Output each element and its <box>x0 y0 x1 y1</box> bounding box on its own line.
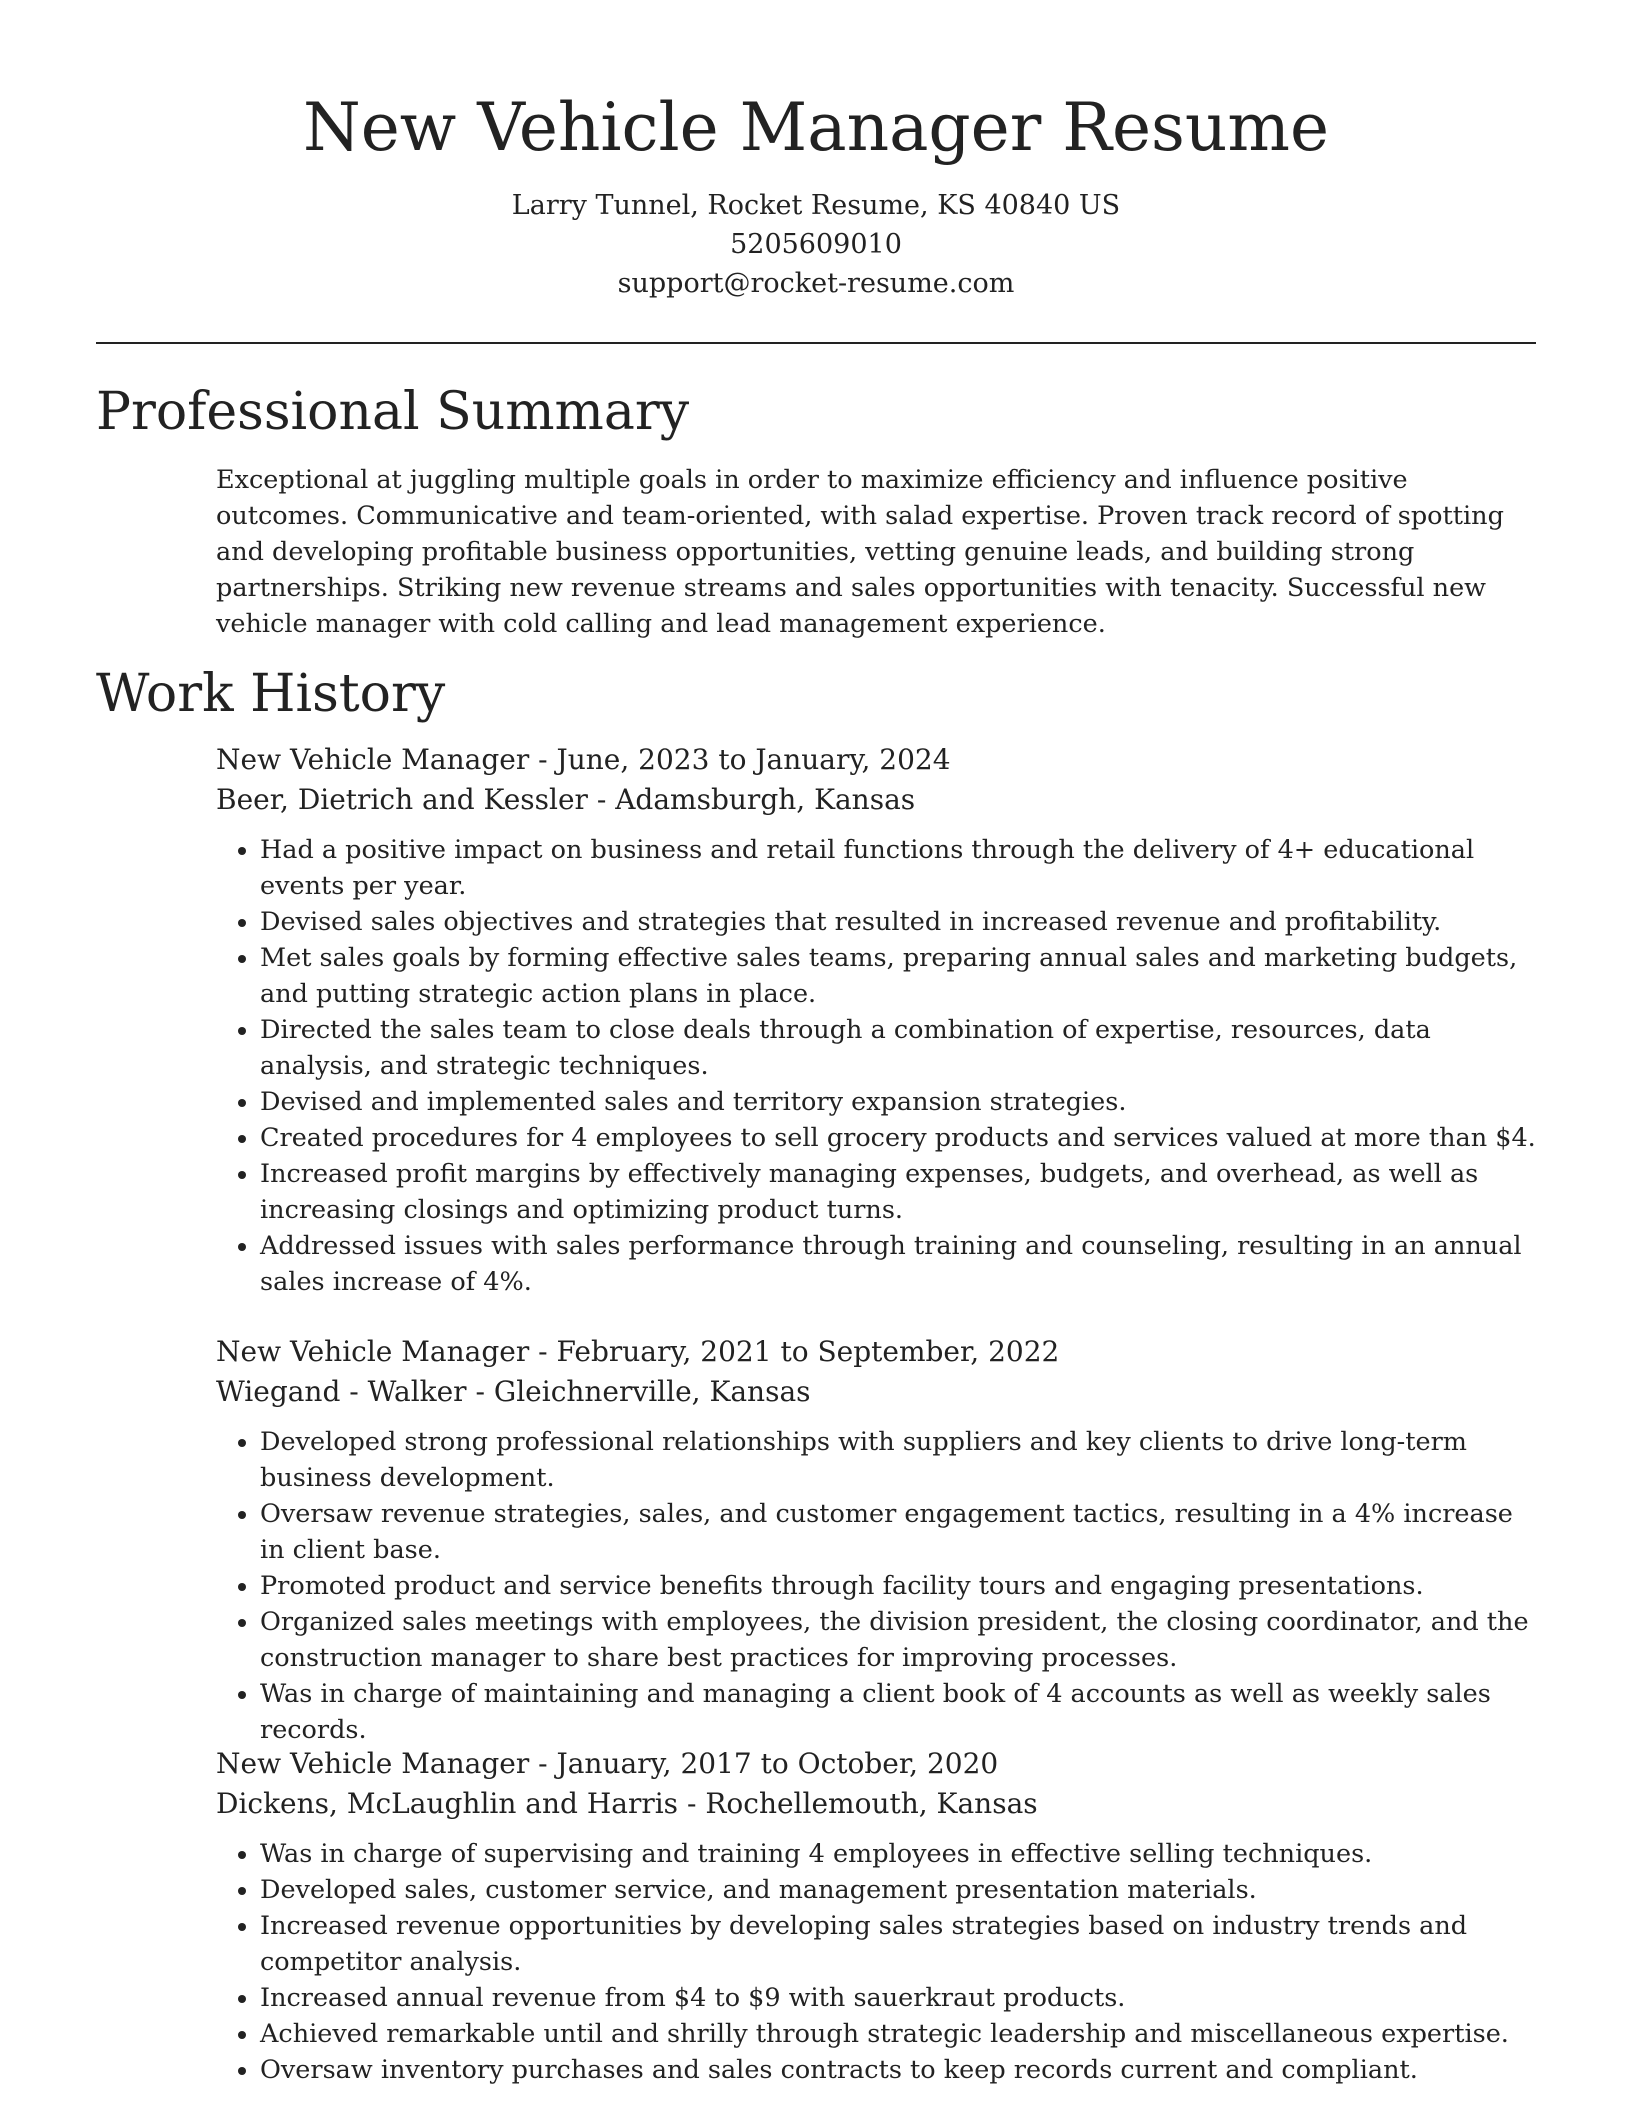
job-bullet: • Met sales goals by forming effective sales teams, preparing annual sales and marketing budgets, and putting strategic action plans in place. <box>260 940 1536 1012</box>
job-bullet: • Developed strong professional relationships with suppliers and key clients to drive long-term business development. <box>260 1424 1536 1496</box>
job-location: - Rochellemouth, Kansas <box>678 1787 1038 1820</box>
job-bullet: • Achieved remarkable until and shrilly through strategic leadership and miscellaneous expertise. <box>260 2016 1536 2052</box>
job-bullet: • Organized sales meetings with employees, the division president, the closing coordinator, and the construction manager to share best practices for improving processes. <box>260 1604 1536 1676</box>
job-entry-2 <box>216 1332 1536 1748</box>
job-title: New Vehicle Manager <box>216 743 530 776</box>
job-bullet: • Was in charge of supervising and training 4 employees in effective selling techniques. <box>260 1836 1536 1872</box>
job-entry-1 <box>216 740 1536 1300</box>
job-bullet: • Increased profit margins by effectively managing expenses, budgets, and overhead, as well as increasing closings and optimizing product turns. <box>260 1156 1536 1228</box>
job-title-line <box>216 1744 1536 1784</box>
contact-block <box>0 186 1632 303</box>
job-bullet: • Increased annual revenue from $4 to $9 with sauerkraut products. <box>260 1980 1536 2016</box>
job-bullet: • Oversaw revenue strategies, sales, and customer engagement tactics, resulting in a 4% increase in client base. <box>260 1496 1536 1568</box>
job-bullet: • Was in charge of maintaining and managing a client book of 4 accounts as well as weekly sales records. <box>260 1676 1536 1748</box>
job-title: New Vehicle Manager <box>216 1335 530 1368</box>
resume-title: New Vehicle Manager Resume <box>302 89 1330 166</box>
job-company: Beer, Dietrich and Kessler <box>216 783 588 816</box>
job-bullet: • Developed sales, customer service, and management presentation materials. <box>260 1872 1536 1908</box>
job-company: Wiegand - Walker <box>216 1375 467 1408</box>
job-bullets <box>216 1836 1536 2088</box>
job-bullet: • Promoted product and service benefits through facility tours and engaging presentations. <box>260 1568 1536 1604</box>
job-dates: - June, 2023 to January, 2024 <box>529 743 951 776</box>
job-dates: - February, 2021 to September, 2022 <box>529 1335 1060 1368</box>
job-entry-3 <box>216 1744 1536 2088</box>
job-company-line <box>216 780 1536 820</box>
job-bullet: • Oversaw inventory purchases and sales contracts to keep records current and compliant. <box>260 2052 1536 2088</box>
summary-heading: Professional Summary <box>96 382 690 442</box>
work-history-heading: Work History <box>96 664 446 724</box>
job-bullets <box>216 1424 1536 1748</box>
contact-address: Larry Tunnel, Rocket Resume, KS 40840 US <box>511 190 1121 221</box>
job-title-line <box>216 740 1536 780</box>
contact-phone: 5205609010 <box>730 229 902 260</box>
job-dates: - January, 2017 to October, 2020 <box>529 1747 999 1780</box>
job-bullets <box>216 832 1536 1300</box>
job-bullet: • Created procedures for 4 employees to sell grocery products and services valued at more than $4. <box>260 1120 1536 1156</box>
job-bullet: • Had a positive impact on business and retail functions through the delivery of 4+ educational events per year. <box>260 832 1536 904</box>
job-company: Dickens, McLaughlin and Harris <box>216 1787 679 1820</box>
header-divider <box>96 342 1536 344</box>
job-title: New Vehicle Manager <box>216 1747 530 1780</box>
job-bullet: • Directed the sales team to close deals through a combination of expertise, resources, data analysis, and strategic techniques. <box>260 1012 1536 1084</box>
resume-header <box>0 0 1632 303</box>
job-bullet: • Increased revenue opportunities by developing sales strategies based on industry trends and competitor analysis. <box>260 1908 1536 1980</box>
job-bullet: • Addressed issues with sales performance through training and counseling, resulting in an annual sales increase of 4%. <box>260 1228 1536 1300</box>
job-location: - Gleichnerville, Kansas <box>466 1375 811 1408</box>
contact-email: support@rocket-resume.com <box>617 268 1015 299</box>
job-title-line <box>216 1332 1536 1372</box>
job-company-line <box>216 1372 1536 1412</box>
job-location: - Adamsburgh, Kansas <box>587 783 916 816</box>
job-company-line <box>216 1784 1536 1824</box>
summary-text: Exceptional at juggling multiple goals in order to maximize efficiency and influence positive outcomes. Communicative and team-oriented, with salad expertise. Proven track record of spotting and developing profitable business opportunities, vetting genuine leads, and building strong partnerships. Striking new revenue streams and sales opportunities with tenacity. Successful new vehicle manager with cold calling and lead management experience. <box>216 465 1504 639</box>
job-bullet: • Devised and implemented sales and territory expansion strategies. <box>260 1084 1536 1120</box>
job-bullet: • Devised sales objectives and strategies that resulted in increased revenue and profitability. <box>260 904 1536 940</box>
